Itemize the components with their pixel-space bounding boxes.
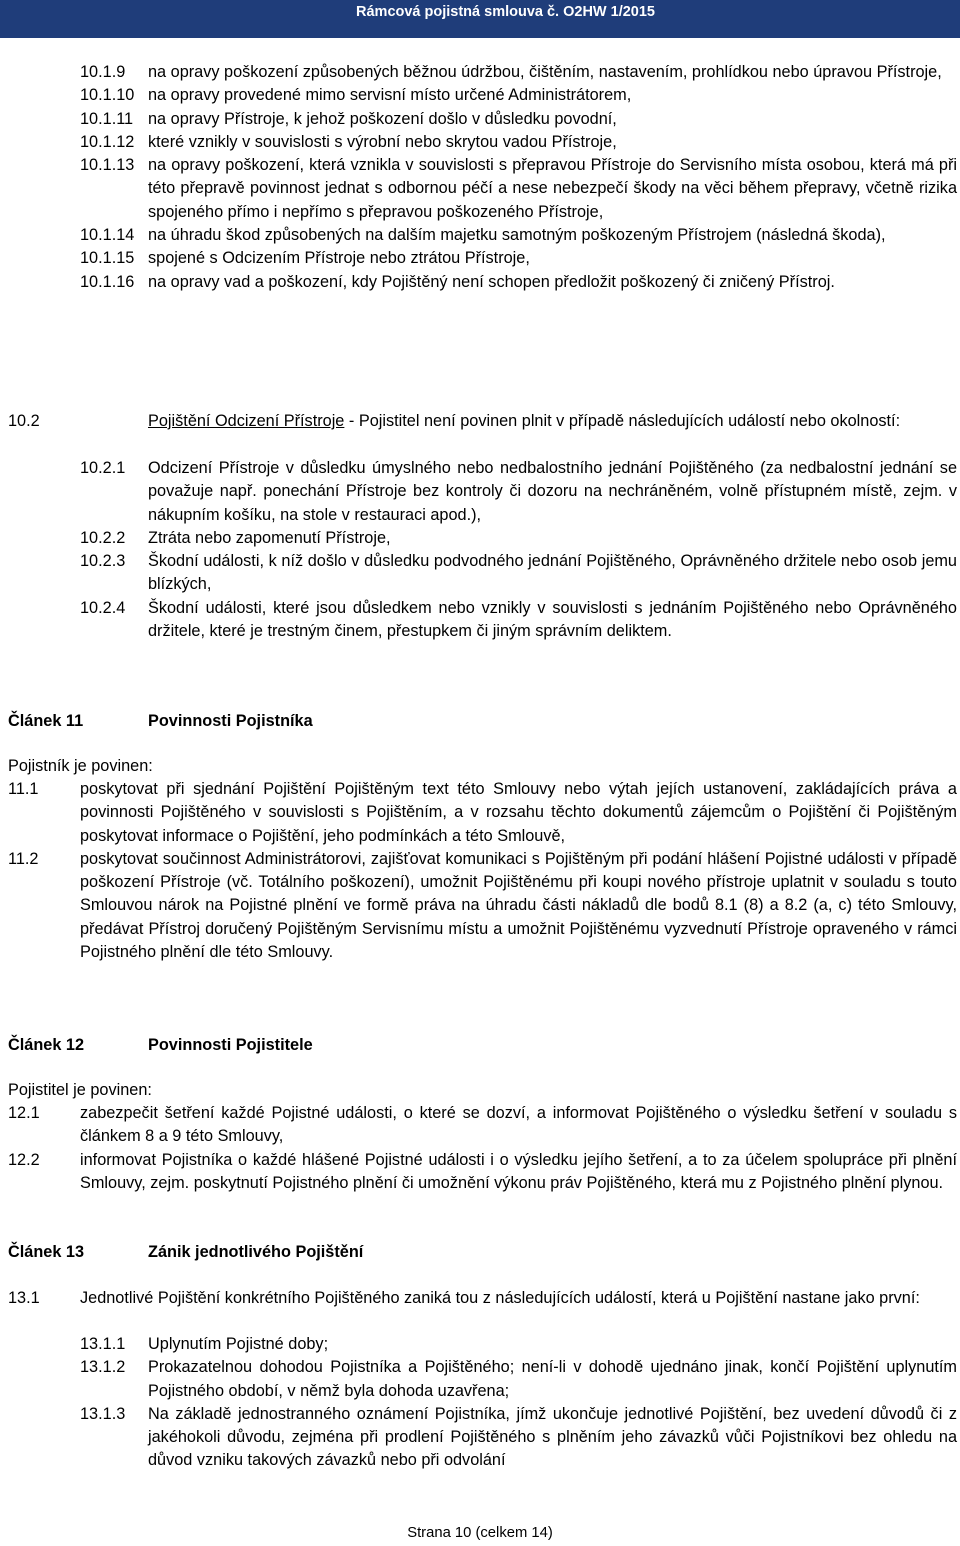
item-number: 10.1.11 xyxy=(80,109,134,128)
list-item xyxy=(8,778,957,848)
item-number: 11.1 xyxy=(8,780,39,798)
section-text: - Pojistitel není povinen plnit v případě následujících událostí nebo okolností: xyxy=(344,412,901,430)
item-number: 10.2.3 xyxy=(80,552,126,571)
item-number: 10.1.13 xyxy=(80,156,135,175)
article-12-intro: Pojistitel je povinen: xyxy=(8,1081,152,1099)
article-label: Článek 13 xyxy=(8,1243,85,1261)
list-item xyxy=(8,1149,957,1196)
item-text: poskytovat při sjednání Pojištění Pojištěným text této Smlouvy nebo výtah jejích ustanovení, zakládajících práva a povinnosti Pojištěného v souvislosti s Pojištěním, a v rozsahu těchto dokumentů zájemcům o Pojištění či Pojištěným poskytovat informace o Pojištění, jeho podmínkách a této Smlouvě, xyxy=(80,780,957,845)
item-text: Odcizení Přístroje v důsledku úmyslného nebo nedbalostního jednání Pojištěného (za nedbalostní jednání se považuje např. ponechání Přístroje bez kontroly či dozoru na nechráněném, volně přístupném místě, zejm. v nákupním košíku, na stole v restauraci apod.), xyxy=(148,459,957,524)
exclusions-list-10-1 xyxy=(80,61,957,294)
item-number: 10.1.12 xyxy=(80,132,135,151)
list-item xyxy=(80,61,957,84)
list-item xyxy=(80,224,957,247)
list-item xyxy=(80,457,957,527)
item-text: Na základě jednostranného oznámení Pojistníka, jímž ukončuje jednotlivé Pojištění, bez uvedení důvodů či z jakéhokoli důvodu, zejména při prodlení Pojištěného s plněním jeho závazků vůči Pojistníkovi bez ohledu na důvod vzniku takových závazků nebo při odvolání xyxy=(148,1404,957,1470)
list-item xyxy=(80,597,957,644)
item-number: 10.1.9 xyxy=(80,63,126,81)
list-item xyxy=(80,1333,957,1356)
section-intro xyxy=(148,410,957,433)
article-12-list xyxy=(8,1102,957,1195)
item-number: 10.2.1 xyxy=(80,459,126,477)
list-item xyxy=(8,1102,957,1149)
list-item xyxy=(80,108,957,131)
item-number: 13.1 xyxy=(8,1289,40,1307)
document-title: Rámcová pojistná smlouva č. O2HW 1/2015 xyxy=(356,4,655,20)
article-11-intro: Pojistník je povinen: xyxy=(8,757,153,775)
item-number: 10.2.4 xyxy=(80,598,126,617)
article-title: Povinnosti Pojistníka xyxy=(148,712,313,730)
item-number: 12.2 xyxy=(8,1150,40,1169)
article-13-heading xyxy=(8,1241,363,1264)
article-13-list xyxy=(8,1287,957,1310)
item-text: na úhradu škod způsobených na dalším majetku samotným poškozeným Přístrojem (následná škoda), xyxy=(148,226,886,245)
item-text: na opravy poškození způsobených běžnou údržbou, čištěním, nastavením, prohlídkou nebo úpravou Přístroje, xyxy=(148,63,942,81)
item-number: 13.1.3 xyxy=(80,1404,126,1423)
item-text: Uplynutím Pojistné doby; xyxy=(148,1335,329,1353)
item-text: které vznikly v souvislosti s výrobní nebo skrytou vadou Přístroje, xyxy=(148,132,617,151)
list-item xyxy=(80,1403,957,1473)
section-10-2 xyxy=(8,410,957,433)
item-text: Ztráta nebo zapomenutí Přístroje, xyxy=(148,528,391,547)
item-text: zabezpečit šetření každé Pojistné události, o které se dozví, a informovat Pojištěného o výsledku šetření v souladu s článkem 8 a 9 této Smlouvy, xyxy=(80,1104,957,1146)
item-text: na opravy Přístroje, k jehož poškození došlo v důsledku povodní, xyxy=(148,109,617,128)
item-number: 10.1.15 xyxy=(80,249,135,268)
list-item xyxy=(80,131,957,154)
article-11-heading xyxy=(8,710,313,733)
item-text: Jednotlivé Pojištění konkrétního Pojištěného zaniká tou z následujících událostí, která u Pojištění nastane jako první: xyxy=(80,1289,920,1307)
item-number: 12.1 xyxy=(8,1104,40,1122)
list-item xyxy=(80,154,957,224)
item-number: 10.1.10 xyxy=(80,86,135,105)
item-number: 13.1.1 xyxy=(80,1335,126,1353)
article-label: Článek 11 xyxy=(8,712,84,730)
exclusions-list-10-2 xyxy=(80,457,957,643)
item-text: Prokazatelnou dohodou Pojistníka a Pojištěného; není-li v dohodě ujednáno jinak, končí Pojištění uplynutím Pojistného období, v němž byla dohoda uzavřena; xyxy=(148,1358,957,1400)
list-item xyxy=(80,247,957,270)
article-title: Zánik jednotlivého Pojištění xyxy=(148,1243,364,1261)
item-text: Škodní události, které jsou důsledkem nebo vznikly v souvislosti s jednáním Pojištěného nebo Oprávněného držitele, které je trestným činem, přestupkem či jiným správním deliktem. xyxy=(148,598,957,641)
item-number: 11.2 xyxy=(8,849,39,868)
item-text: na opravy poškození, která vznikla v souvislosti s přepravou Přístroje do Servisního místa osobou, která má při této přepravě povinnost jednat s odbornou péčí a nese nebezpečí škody na věci během přepravy, včetně rizika spojeného přímo i nepřímo s přepravou poškozeného Přístroje, xyxy=(148,156,957,221)
list-item xyxy=(8,1287,957,1310)
list-item xyxy=(8,848,957,964)
article-13-sublist xyxy=(80,1333,957,1473)
list-item xyxy=(80,1356,957,1403)
item-number: 13.1.2 xyxy=(80,1358,126,1377)
list-item xyxy=(80,271,957,294)
article-11-list xyxy=(8,778,957,964)
item-text: na opravy vad a poškození, kdy Pojištěný není schopen předložit poškozený či zničený Přístroj. xyxy=(148,272,835,291)
item-text: spojené s Odcizením Přístroje nebo ztrátou Přístroje, xyxy=(148,249,530,268)
article-title: Povinnosti Pojistitele xyxy=(148,1036,313,1054)
item-number: 10.1.16 xyxy=(80,272,135,291)
item-number: 10.2.2 xyxy=(80,528,126,547)
article-12-heading xyxy=(8,1034,313,1057)
item-text: na opravy provedené mimo servisní místo určené Administrátorem, xyxy=(148,86,632,105)
item-text: Škodní události, k níž došlo v důsledku podvodného jednání Pojištěného, Oprávněného držitele nebo osob jemu blízkých, xyxy=(148,552,957,594)
list-item xyxy=(80,84,957,107)
item-text: informovat Pojistníka o každé hlášené Pojistné události i o výsledku jejího šetření, a to za účelem spolupráce při plnění Smlouvy, zejm. poskytnutí Pojistného plnění či umožnění výkonu práv Pojištěného, která mu z Pojistného plnění plynou. xyxy=(80,1150,957,1192)
list-item xyxy=(80,550,957,597)
article-label: Článek 12 xyxy=(8,1036,85,1054)
list-item xyxy=(80,527,957,550)
page-number: Strana 10 (celkem 14) xyxy=(407,1525,553,1541)
item-text: poskytovat součinnost Administrátorovi, zajišťovat komunikaci s Pojištěným při podání hlášení Pojistné události v případě poškození Přístroje (vč. Totálního poškození), umožnit Pojištěnému při koupi nového přístroje uplatnit v souladu s touto Smlouvou nárok na Pojistné plnění ve formě práva na úhradu části nákladů dle bodů 8.1 (8) a 8.2 (a, c) této Smlouvy, předávat Přístroj doručený Pojištěným Servisnímu místu a umožnit Pojištěnému vyzvednutí Přístroje opraveného v rámci Pojistného plnění dle této Smlouvy. xyxy=(80,849,957,962)
section-number: 10.2 xyxy=(8,412,40,430)
section-title: Pojištění Odcizení Přístroje xyxy=(148,412,345,430)
item-number: 10.1.14 xyxy=(80,226,135,245)
